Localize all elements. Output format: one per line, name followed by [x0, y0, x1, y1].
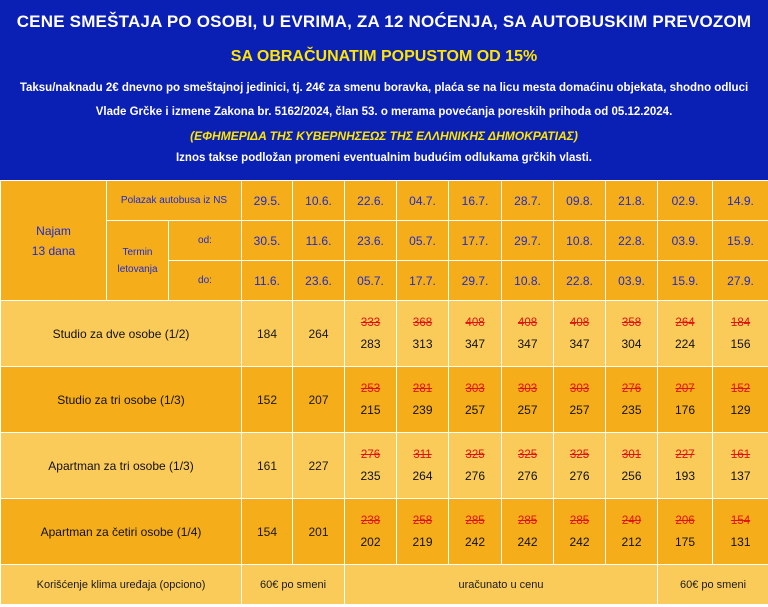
- discounted-price: 176: [675, 402, 696, 417]
- discounted-price-cell: [397, 433, 449, 499]
- original-price: 253: [360, 382, 381, 395]
- termin-label: Termin: [122, 246, 153, 258]
- termin-cell: [107, 221, 169, 301]
- original-price: 154: [730, 514, 751, 527]
- discounted-price: 257: [517, 402, 538, 417]
- discounted-price-cell: [554, 433, 606, 499]
- polazak-date: 14.9.: [713, 181, 768, 221]
- discounted-price: 175: [675, 534, 696, 549]
- bus-departure-label: Polazak autobusa iz NS: [107, 181, 242, 221]
- najam-label: Najam: [36, 223, 71, 238]
- do-date: 17.7.: [397, 261, 449, 301]
- od-label: od:: [169, 221, 242, 261]
- polazak-date: 29.5.: [242, 181, 293, 221]
- polazak-date: 21.8.: [606, 181, 658, 221]
- tax-note-line-2: Vlade Grčke i izmene Zakona br. 5162/2024, član 53. o merama povećanja poreskih prihoda od 05.12.2024.: [95, 106, 673, 118]
- discounted-price: 212: [621, 534, 642, 549]
- od-date: 15.9.: [713, 221, 768, 261]
- original-price: 281: [412, 382, 433, 395]
- discounted-price-cell: [713, 499, 768, 565]
- discounted-price-cell: [449, 367, 502, 433]
- discounted-price: 242: [517, 534, 538, 549]
- original-price: 276: [621, 382, 642, 395]
- discounted-price: 347: [517, 336, 538, 351]
- original-price: 152: [730, 382, 751, 395]
- original-price: 285: [569, 514, 590, 527]
- price-cell: 152: [242, 367, 293, 433]
- discounted-price: 131: [730, 534, 751, 549]
- discounted-price-cell: [502, 301, 554, 367]
- accommodation-type: Studio za dve osobe (1/2): [1, 301, 242, 367]
- discounted-price-cell: [554, 367, 606, 433]
- original-price: 285: [465, 514, 485, 527]
- discounted-price: 304: [621, 336, 642, 351]
- ac-included: uračunato u cenu: [345, 565, 658, 605]
- discounted-price-cell: [345, 433, 397, 499]
- table-row: [1, 367, 768, 433]
- discounted-price-cell: [554, 301, 606, 367]
- polazak-date: 02.9.: [658, 181, 713, 221]
- price-cell: 264: [293, 301, 345, 367]
- discounted-price-cell: [345, 499, 397, 565]
- original-price: 408: [569, 316, 590, 329]
- discounted-price: 219: [412, 534, 433, 549]
- original-price: 249: [621, 514, 642, 527]
- original-price: 303: [569, 382, 590, 395]
- original-price: 301: [621, 448, 642, 461]
- original-price: 325: [517, 448, 538, 461]
- discounted-price-cell: [606, 433, 658, 499]
- price-cell: 154: [242, 499, 293, 565]
- discounted-price: 313: [412, 336, 433, 351]
- letovanja-label: letovanja: [117, 263, 158, 275]
- tax-note-line-4: Iznos takse podložan promeni eventualnim budućim odlukama grčkih vlasti.: [175, 152, 592, 164]
- discounted-price-cell: [397, 499, 449, 565]
- discounted-price-cell: [345, 301, 397, 367]
- discounted-price-cell: [449, 301, 502, 367]
- discounted-price: 257: [569, 402, 590, 417]
- od-date: 10.8.: [554, 221, 606, 261]
- discounted-price: 239: [412, 402, 433, 417]
- original-price: 276: [360, 448, 381, 461]
- discounted-price-cell: [658, 499, 713, 565]
- discount-subtitle: SA OBRAČUNATIM POPUSTOM OD 15%: [230, 48, 538, 65]
- discounted-price: 257: [465, 402, 486, 417]
- discounted-price-cell: [713, 433, 768, 499]
- discounted-price-cell: [554, 499, 606, 565]
- original-price: 227: [675, 448, 695, 461]
- polazak-date: 10.6.: [293, 181, 345, 221]
- discounted-price: 156: [730, 336, 751, 351]
- original-price: 303: [517, 382, 538, 395]
- discounted-price: 129: [730, 402, 751, 417]
- header-banner: [0, 0, 768, 180]
- table-row: [1, 433, 768, 499]
- discounted-price-cell: [449, 499, 502, 565]
- original-price: 333: [360, 316, 381, 329]
- do-date: 15.9.: [658, 261, 713, 301]
- accommodation-type: Apartman za tri osobe (1/3): [1, 433, 242, 499]
- od-date: 22.8.: [606, 221, 658, 261]
- discounted-price-cell: [345, 367, 397, 433]
- discounted-price: 347: [569, 336, 590, 351]
- od-date: 17.7.: [449, 221, 502, 261]
- original-price: 285: [517, 514, 538, 527]
- od-date: 29.7.: [502, 221, 554, 261]
- price-cell: 227: [293, 433, 345, 499]
- discounted-price: 235: [360, 468, 381, 483]
- original-price: 408: [465, 316, 485, 329]
- price-cell: 207: [293, 367, 345, 433]
- discounted-price-cell: [502, 433, 554, 499]
- table-row: [1, 301, 768, 367]
- discounted-price: 215: [360, 402, 381, 417]
- original-price: 207: [675, 382, 695, 395]
- discounted-price-cell: [606, 499, 658, 565]
- discounted-price-cell: [606, 367, 658, 433]
- original-price: 325: [569, 448, 590, 461]
- greek-gazette-note: (ΕΦΗΜΕΡΙΔΑ ΤΗΣ ΚΥΒΕΡΝΗΣΕΩΣ ΤΗΣ ΕΛΛΗΝΙΚΗΣ ΔΗΜΟΚΡΑΤΙΑΣ): [190, 129, 578, 143]
- discounted-price: 235: [621, 402, 642, 417]
- polazak-date: 09.8.: [554, 181, 606, 221]
- air-conditioning-row: [1, 565, 768, 605]
- od-date: 03.9.: [658, 221, 713, 261]
- discounted-price-cell: [449, 433, 502, 499]
- do-label: do:: [169, 261, 242, 301]
- do-date: 23.6.: [293, 261, 345, 301]
- original-price: 325: [465, 448, 485, 461]
- discounted-price-cell: [658, 301, 713, 367]
- ac-label: Korišćenje klima uređaja (opciono): [1, 565, 242, 605]
- accommodation-type: Apartman za četiri osobe (1/4): [1, 499, 242, 565]
- discounted-price: 264: [412, 468, 433, 483]
- discounted-price: 242: [569, 534, 590, 549]
- original-price: 238: [360, 514, 381, 527]
- page-title: CENE SMEŠTAJA PO OSOBI, U EVRIMA, ZA 12 NOĆENJA, SA AUTOBUSKIM PREVOZOM: [16, 12, 752, 31]
- najam-days: 13 dana: [31, 243, 76, 258]
- od-date: 23.6.: [345, 221, 397, 261]
- price-cell: 184: [242, 301, 293, 367]
- do-date: 29.7.: [449, 261, 502, 301]
- original-price: 311: [413, 448, 432, 461]
- od-date: 05.7.: [397, 221, 449, 261]
- od-date: 11.6.: [293, 221, 345, 261]
- discounted-price-cell: [713, 367, 768, 433]
- discounted-price: 276: [569, 468, 590, 483]
- discounted-price: 242: [465, 534, 486, 549]
- discounted-price: 347: [465, 336, 486, 351]
- discounted-price: 276: [517, 468, 538, 483]
- do-date: 10.8.: [502, 261, 554, 301]
- polazak-date: 16.7.: [449, 181, 502, 221]
- price-table: [0, 180, 768, 605]
- price-cell: 161: [242, 433, 293, 499]
- original-price: 184: [730, 316, 751, 329]
- discounted-price-cell: [606, 301, 658, 367]
- discounted-price: 193: [675, 468, 696, 483]
- discounted-price-cell: [397, 301, 449, 367]
- do-date: 05.7.: [345, 261, 397, 301]
- original-price: 161: [730, 448, 751, 461]
- original-price: 368: [412, 316, 433, 329]
- polazak-date: 28.7.: [502, 181, 554, 221]
- price-cell: 201: [293, 499, 345, 565]
- do-date: 03.9.: [606, 261, 658, 301]
- tax-note-line-1: Taksu/naknadu 2€ dnevno po smeštajnoj jedinici, tj. 24€ za smenu boravka, plaća se na licu mesta domaćinu objekata, shodno odluci: [19, 82, 749, 94]
- discounted-price: 276: [465, 468, 486, 483]
- discounted-price-cell: [502, 499, 554, 565]
- discounted-price: 224: [675, 336, 696, 351]
- discounted-price: 202: [360, 534, 381, 549]
- polazak-date: 04.7.: [397, 181, 449, 221]
- original-price: 358: [621, 316, 642, 329]
- accommodation-type: Studio za tri osobe (1/3): [1, 367, 242, 433]
- do-date: 11.6.: [242, 261, 293, 301]
- discounted-price-cell: [658, 367, 713, 433]
- ac-price-right: 60€ po smeni: [658, 565, 768, 605]
- do-date: 27.9.: [713, 261, 768, 301]
- original-price: 264: [675, 316, 695, 329]
- discounted-price-cell: [502, 367, 554, 433]
- discounted-price-cell: [658, 433, 713, 499]
- discounted-price: 256: [621, 468, 642, 483]
- do-date: 22.8.: [554, 261, 606, 301]
- polazak-date: 22.6.: [345, 181, 397, 221]
- original-price: 206: [675, 514, 695, 527]
- discounted-price: 283: [360, 336, 381, 351]
- original-price: 303: [465, 382, 485, 395]
- discounted-price: 137: [730, 468, 751, 483]
- table-row: [1, 499, 768, 565]
- najam-cell: [1, 181, 107, 301]
- od-date: 30.5.: [242, 221, 293, 261]
- original-price: 408: [517, 316, 538, 329]
- discounted-price-cell: [713, 301, 768, 367]
- discounted-price-cell: [397, 367, 449, 433]
- ac-price-left: 60€ po smeni: [242, 565, 345, 605]
- original-price: 258: [412, 514, 433, 527]
